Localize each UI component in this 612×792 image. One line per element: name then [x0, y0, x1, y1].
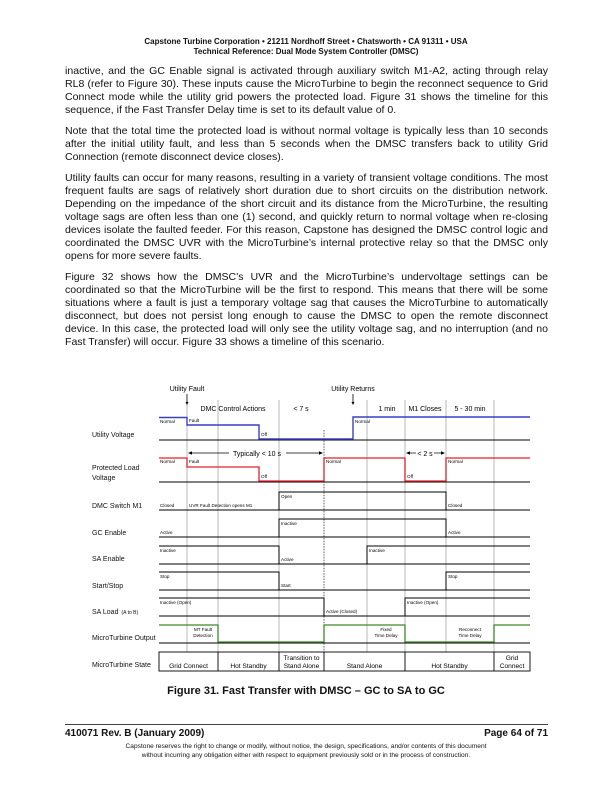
state-label: Fixed	[380, 627, 392, 632]
state-label: Active	[448, 530, 461, 535]
row-label-protected-load-2: Voltage	[92, 475, 116, 482]
protected-load-trace	[159, 458, 530, 481]
phase-label: 1 min	[378, 406, 396, 413]
utility-voltage-trace	[159, 417, 530, 439]
header-company-line: Capstone Turbine Corporation • 21211 Nordhoff Street • Chatsworth • CA 91311 • USA	[144, 37, 468, 46]
state-label: Fault	[189, 459, 200, 464]
state-label: Detection	[193, 633, 213, 638]
mt-state-frame	[159, 652, 530, 671]
state-label: Normal	[448, 459, 463, 464]
state-label: Fault	[189, 418, 200, 423]
state-label: Time Delay	[374, 633, 398, 638]
paragraph: inactive, and the GC Enable signal is activated through auxiliary switch M1-A2, acting through relay RL8 (refer to Figure 30). These inputs cause the MicroTurbine to begin the reconnect sequence to Grid Connect mode while the utility grid powers the protected load. Figure 31 shows the timeline for this sequence, if the Fast Transfer Delay time is set to its default value of 0.	[65, 65, 548, 116]
state-label: Normal	[326, 459, 341, 464]
footer-disclaimer	[0, 742, 612, 760]
state-label: Active	[281, 557, 294, 562]
row-label-sa-load	[92, 609, 138, 616]
state-label: Stop	[448, 574, 458, 579]
footer-doc-id: 410071 Rev. B (January 2009)	[65, 728, 205, 739]
state-label: Stop	[160, 574, 170, 579]
grid-lines	[187, 400, 494, 652]
row-label-sa-load-text: SA Load	[92, 609, 119, 616]
paragraph: Figure 32 shows how the DMSC’s UVR and the MicroTurbine’s undervoltage settings can be coordinated so that the MicroTurbine will be the first to respond. This means that there will be some situations where a fault is just a temporary voltage sag that causes the MicroTurbine to automatically disconnect, but does not persist long enough to cause the DMSC to open the remote disconnect device. In this case, the protected load will only see the utility voltage sag, and no interruption (and no Fast Transfer) will occur. Figure 33 shows a timeline of this scenario.	[65, 271, 548, 348]
duration-label-2s: < 2 s	[417, 451, 433, 458]
figure-caption: Figure 31. Fast Transfer with DMSC – GC to SA to GC	[167, 685, 445, 697]
start-stop-trace	[159, 572, 530, 590]
arrow-right-icon	[441, 451, 445, 454]
arrow-left-icon	[188, 451, 192, 454]
state-label: Start	[281, 583, 291, 588]
phase-label: < 7 s	[293, 406, 309, 413]
state-label: Closed	[160, 503, 175, 508]
footer-divider	[65, 724, 548, 725]
state-label: Inactive	[369, 548, 385, 553]
state-label: Off	[261, 474, 268, 479]
body-text	[65, 65, 548, 357]
state-label: Normal	[160, 459, 175, 464]
state-label: Time Delay	[458, 633, 482, 638]
utility-returns-label: Utility Returns	[331, 386, 375, 393]
row-label-gc-enable: GC Enable	[92, 530, 127, 537]
page-header	[0, 37, 612, 57]
arrow-down-icon	[186, 402, 189, 405]
state-label: Active	[160, 530, 173, 535]
arrow-down-icon	[352, 402, 355, 405]
mt-state-cell: Grid Connect	[169, 663, 208, 670]
mt-state-cell: Hot Standby	[431, 663, 468, 670]
row-label-mt-state: MicroTurbine State	[92, 662, 151, 669]
state-label: Off	[261, 432, 268, 437]
paragraph: Note that the total time the protected load is without normal voltage is typically less than 10 seconds after the initial utility fault, and less than 5 seconds when the DMSC transfers back to utility Grid Connection (remote disconnect device closes).	[65, 125, 548, 163]
state-label: MT Fault	[193, 627, 213, 632]
row-label-sa-enable: SA Enable	[92, 556, 125, 563]
phase-label: DMC Control Actions	[200, 406, 266, 413]
state-label: Reconnect	[459, 627, 481, 632]
gc-enable-trace	[279, 519, 446, 537]
mt-state-cell: Stand Alone	[283, 663, 320, 670]
header-doc-title: Technical Reference: Dual Mode System Controller (DMSC)	[193, 47, 419, 56]
state-label: Open	[281, 494, 293, 499]
phase-label: 5 - 30 min	[454, 406, 486, 413]
state-label: UVR Fault Detection opens M1	[189, 503, 253, 508]
state-label: Active (Closed)	[326, 609, 358, 614]
sa-enable-trace	[159, 546, 530, 564]
row-label-dmc-switch: DMC Switch M1	[92, 503, 143, 510]
footer-disclaimer-line: without incurring any obligation either with respect to equipment previously sold or in the process of construction.	[141, 752, 471, 759]
mt-state-cell: Transition to	[283, 655, 320, 662]
state-label: Inactive	[281, 521, 297, 526]
arrow-left-icon	[406, 451, 410, 454]
paragraph: Utility faults can occur for many reasons, resulting in a variety of transient voltage conditions. The most frequent faults are sags of relatively short duration due to short circuits on the distribution network. Depending on the impedance of the short circuit and its distance from the MicroTurbine, the resulting voltage sags are often less than one (1) second, and quickly return to normal voltage when re-closing devices isolate the faulted feeder. For this reason, Capstone has designed the DMSC control logic and coordinated the DMSC UVR with the MicroTurbine’s internal protective relay so that the DMSC only opens for more severe faults.	[65, 172, 548, 262]
row-label-utility-voltage: Utility Voltage	[92, 432, 135, 439]
row-label-protected-load: Protected Load	[92, 465, 140, 472]
mt-state-cell: Grid	[505, 655, 519, 662]
mt-state-cell: Connect	[499, 663, 525, 670]
row-label-start-stop: Start/Stop	[92, 583, 124, 590]
footer-disclaimer-line: Capstone reserves the right to change or modify, without notice, the design, specifications, and/or contents of this document	[125, 743, 487, 750]
mt-state-cell: Hot Standby	[230, 663, 267, 670]
state-label: Inactive (Open)	[407, 600, 439, 605]
state-label: Normal	[355, 419, 370, 424]
state-label: Off	[407, 474, 414, 479]
timing-diagram	[0, 378, 612, 683]
dmc-switch-trace	[279, 492, 446, 510]
state-label: Normal	[160, 419, 175, 424]
state-label: Inactive (Open)	[160, 600, 192, 605]
footer-page-number: Page 64 of 71	[484, 728, 548, 739]
arrow-right-icon	[319, 451, 323, 454]
state-label: Inactive	[160, 548, 176, 553]
utility-fault-label: Utility Fault	[169, 386, 205, 393]
state-label: Closed	[448, 503, 463, 508]
mt-state-table	[159, 652, 530, 671]
mt-state-cell: Stand Alone	[346, 663, 383, 670]
phase-label: M1 Closes	[408, 406, 442, 413]
row-label-sa-load-suffix: (A to B)	[121, 610, 139, 616]
duration-label-typically: Typically < 10 s	[232, 451, 282, 458]
row-label-mt-output: MicroTurbine Output	[92, 635, 156, 642]
